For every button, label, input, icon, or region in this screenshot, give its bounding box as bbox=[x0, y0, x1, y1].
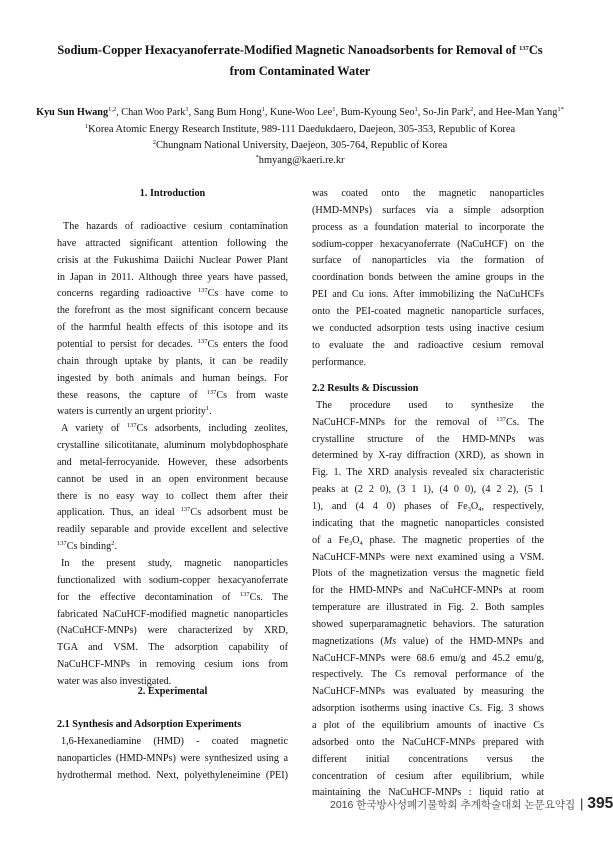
text-line: hydrothermal method. Next, polyethyleneimine (PEI) bbox=[57, 769, 288, 781]
footer-journal: 2016 한국방사성폐기물학회 추계학술대회 논문요약집 bbox=[330, 799, 576, 811]
text-line: ingested by both animals and human beings. For bbox=[57, 372, 288, 384]
text-line: there is no easy way to collect them after their bbox=[57, 490, 288, 502]
text-line: In the present study, magnetic nanoparticles bbox=[61, 558, 288, 569]
corresponding-email: *hmyang@kaeri.re.kr bbox=[255, 154, 345, 166]
text-line: The procedure used to synthesize the bbox=[316, 399, 544, 411]
text-line: have attracted significant attention following the bbox=[57, 237, 288, 249]
text-line: these reasons, the capture of $^{137}$Cs from waste bbox=[57, 388, 288, 401]
affiliation-2: $^2$Chungnam National University, Daejeon, 305-764, Republic of Korea bbox=[152, 139, 448, 151]
text-line: crystalline silicotitanate, aluminum molybdophosphate bbox=[57, 440, 288, 452]
text-line: TGA and VSM. The adsorption capability of bbox=[57, 642, 288, 654]
text-line: NaCuHCF-MNPs in removing cesium ions from bbox=[57, 659, 288, 671]
text-line: $^{137}$Cs binding$^2$. bbox=[57, 540, 117, 553]
text-line: was coated onto the magnetic nanoparticles bbox=[312, 188, 544, 199]
text-line: for the effective decontamination of $^{137}$Cs. The bbox=[57, 590, 288, 603]
text-line: performance. bbox=[312, 356, 367, 368]
text-line: for the HMD-MNPs and NaCuHCF-MNPs at room bbox=[312, 585, 544, 597]
text-line: determined by X-ray diffraction (XRD), as shown in bbox=[312, 450, 544, 462]
text-line: temperature are illustrated in Fig. 2. Both samples bbox=[312, 602, 544, 614]
section-heading: 2. Experimental bbox=[137, 686, 208, 697]
text-line: (NaCuHCF-MNPs) were characterized by XRD, bbox=[57, 625, 288, 637]
section-heading: 2.1 Synthesis and Adsorption Experiments bbox=[57, 719, 242, 730]
title-line-2: from Contaminated Water bbox=[229, 64, 371, 78]
text-line: readily separable and provide excellent and selective bbox=[57, 524, 288, 536]
author-affiliation-mark: 1 bbox=[185, 106, 189, 113]
author-affiliation-mark: 1* bbox=[557, 106, 564, 113]
author-affiliation-mark: 1 bbox=[414, 106, 418, 113]
text-line: respectively. The Cs removal performance of the bbox=[312, 669, 544, 681]
text-line: 1), and (4 4 0) phases of $Fe_3O_4$, respectively, bbox=[312, 500, 544, 513]
text-line: cannot be used in an open environment because bbox=[57, 473, 288, 485]
text-line: water was also investigated. bbox=[57, 675, 172, 687]
text-line: Plots of the magnetization versus the magnetic field bbox=[312, 568, 544, 580]
text-line: maintaining the NaCuHCF-MNPs : liquid ratio at bbox=[312, 787, 544, 799]
text-line: onto the PEI-coated magnetic nanoparticle surfaces, bbox=[312, 305, 544, 317]
author-affiliation-mark: 1,2 bbox=[108, 106, 117, 113]
text-line: NaCuHCF-MNPs was evaluated by measuring the bbox=[312, 686, 544, 698]
text-line: a plot of the equilibrium amounts of inactive Cs bbox=[312, 720, 544, 731]
text-line: fabricated NaCuHCF-modified magnetic nanoparticles bbox=[57, 608, 288, 620]
text-line: sodium-copper hexacyanoferrate (NaCuHCF) on the bbox=[312, 238, 544, 250]
text-line: 1,6-Hexanediamine (HMD) - coated magnetic bbox=[61, 735, 288, 747]
page-number: 395 bbox=[587, 795, 613, 812]
text-line: of the harmful health effects of this isotope and its bbox=[57, 322, 288, 334]
footer-separator: | bbox=[580, 796, 584, 811]
page-footer bbox=[330, 795, 613, 815]
text-line: showed superparamagnetic behaviors. The saturation bbox=[312, 618, 544, 630]
author-affiliation-mark: 1 bbox=[332, 106, 336, 113]
text-line: the forefront as the most significant concern because bbox=[57, 305, 288, 317]
text-line: potential to persist for decades. $^{137}$Cs enters the food bbox=[57, 337, 288, 350]
text-line: A variety of $^{137}$Cs adsorbents, including zeolites, bbox=[61, 422, 288, 435]
text-line: functionalized with sodium-copper hexacyanoferrate bbox=[57, 574, 288, 586]
text-line: indicating that the magnetic nanoparticles consisted bbox=[312, 517, 544, 529]
text-line: Fig. 1. The XRD analysis revealed six characteristic bbox=[312, 467, 544, 479]
text-line: crystalline structure of the HMD-MNPs was bbox=[312, 433, 544, 445]
text-line: concerns regarding radioactive $^{137}$Cs have come to bbox=[57, 287, 288, 300]
author-name: Bum-Kyoung Seo bbox=[340, 107, 415, 118]
author-list: Kyu Sun Hwang$^{1,2}$, Chan Woo Park$^1$, Sang Bum Hong$^1$, Kune-Woo Lee$^1$, Bum-Kyoung Seo$^1$, So-Jin Park$^2$, and Hee-Man Yang$^{1*}$ bbox=[36, 106, 564, 118]
section-heading: 2.2 Results & Discussion bbox=[312, 383, 419, 394]
author-name: Hee-Man Yang bbox=[495, 107, 558, 118]
text-line: nanoparticles (HMD-MNPs) were synthesized using a bbox=[57, 752, 288, 764]
text-line: different initial concentrations versus the bbox=[312, 753, 544, 765]
text-line: peaks at (2 2 0), (3 1 1), (4 0 0), (4 2 2), (5 1 bbox=[312, 484, 544, 496]
author-name: Chan Woo Park bbox=[121, 107, 186, 118]
author-name: Sang Bum Hong bbox=[193, 107, 262, 118]
author-affiliation-mark: 1 bbox=[261, 106, 265, 113]
text-line: magnetizations (Ms value) of the HMD-MNPs and bbox=[312, 635, 544, 647]
affiliation-1: $^1$Korea Atomic Energy Research Institute, 989-111 Daedukdaero, Daejeon, 305-353, Republic of Korea bbox=[84, 123, 516, 135]
text-line: NaCuHCF-MNPs were 68.6 emu/g and 45.2 emu/g, bbox=[312, 652, 544, 664]
text-line: waters is currently an urgent priority$^1$. bbox=[57, 405, 212, 418]
text-line: coordination bonds between the amine groups in the bbox=[312, 272, 544, 284]
text-line: in Japan in 2011. Although three years have passed, bbox=[57, 271, 288, 283]
text-line: process as a foundation material to incorporate the bbox=[312, 221, 544, 233]
author-affiliation-mark: 2 bbox=[470, 106, 474, 113]
text-line: crisis at the Fukushima Daiichi Nuclear Power Plant bbox=[57, 254, 288, 266]
text-line: The hazards of radioactive cesium contamination bbox=[63, 221, 288, 232]
text-line: of a $Fe_3O_4$ phase. The magnetic properties of the bbox=[312, 534, 545, 547]
text-line: NaCuHCF-MNPs for the removal of $^{137}$Cs. The bbox=[312, 415, 544, 428]
text-line: NaCuHCF-MNPs were next examined using a VSM. bbox=[312, 551, 544, 563]
text-line: application. Thus, an ideal $^{137}$Cs adsorbent must be bbox=[57, 506, 288, 519]
text-line: concentration of cesium after equilibrium, while bbox=[312, 770, 544, 782]
text-line: adsorption isotherms using inactive Cs. Fig. 3 shows bbox=[312, 703, 544, 715]
section-heading: 1. Introduction bbox=[139, 188, 206, 199]
text-line: PEI and Cu ions. After immobilizing the NaCuHCFs bbox=[312, 289, 544, 301]
author-name: So-Jin Park bbox=[422, 107, 471, 118]
text-line: adsorbed onto the NaCuHCF-MNPs prepared with bbox=[312, 736, 544, 748]
text-line: we conducted adsorption tests using inactive cesium bbox=[312, 322, 544, 334]
title-line-1: Sodium-Copper Hexacyanoferrate-Modified Magnetic Nanoadsorbents for Removal of $^{137}$Cs bbox=[57, 43, 543, 57]
text-line: surface of nanoparticles via the formation of bbox=[312, 255, 544, 267]
text-line: and metal-ferrocyanide. However, these adsorbents bbox=[57, 456, 288, 468]
text-line: chain through uptake by plants, it can be readily bbox=[57, 355, 288, 367]
text-line: (HMD-MNPs) surfaces via a simple adsorption bbox=[312, 204, 544, 216]
author-name: Kune-Woo Lee bbox=[269, 107, 333, 118]
author-name: Kyu Sun Hwang bbox=[36, 107, 109, 118]
paper-title bbox=[40, 40, 560, 82]
text-line: to evaluate the and radioactive cesium removal bbox=[312, 339, 544, 351]
